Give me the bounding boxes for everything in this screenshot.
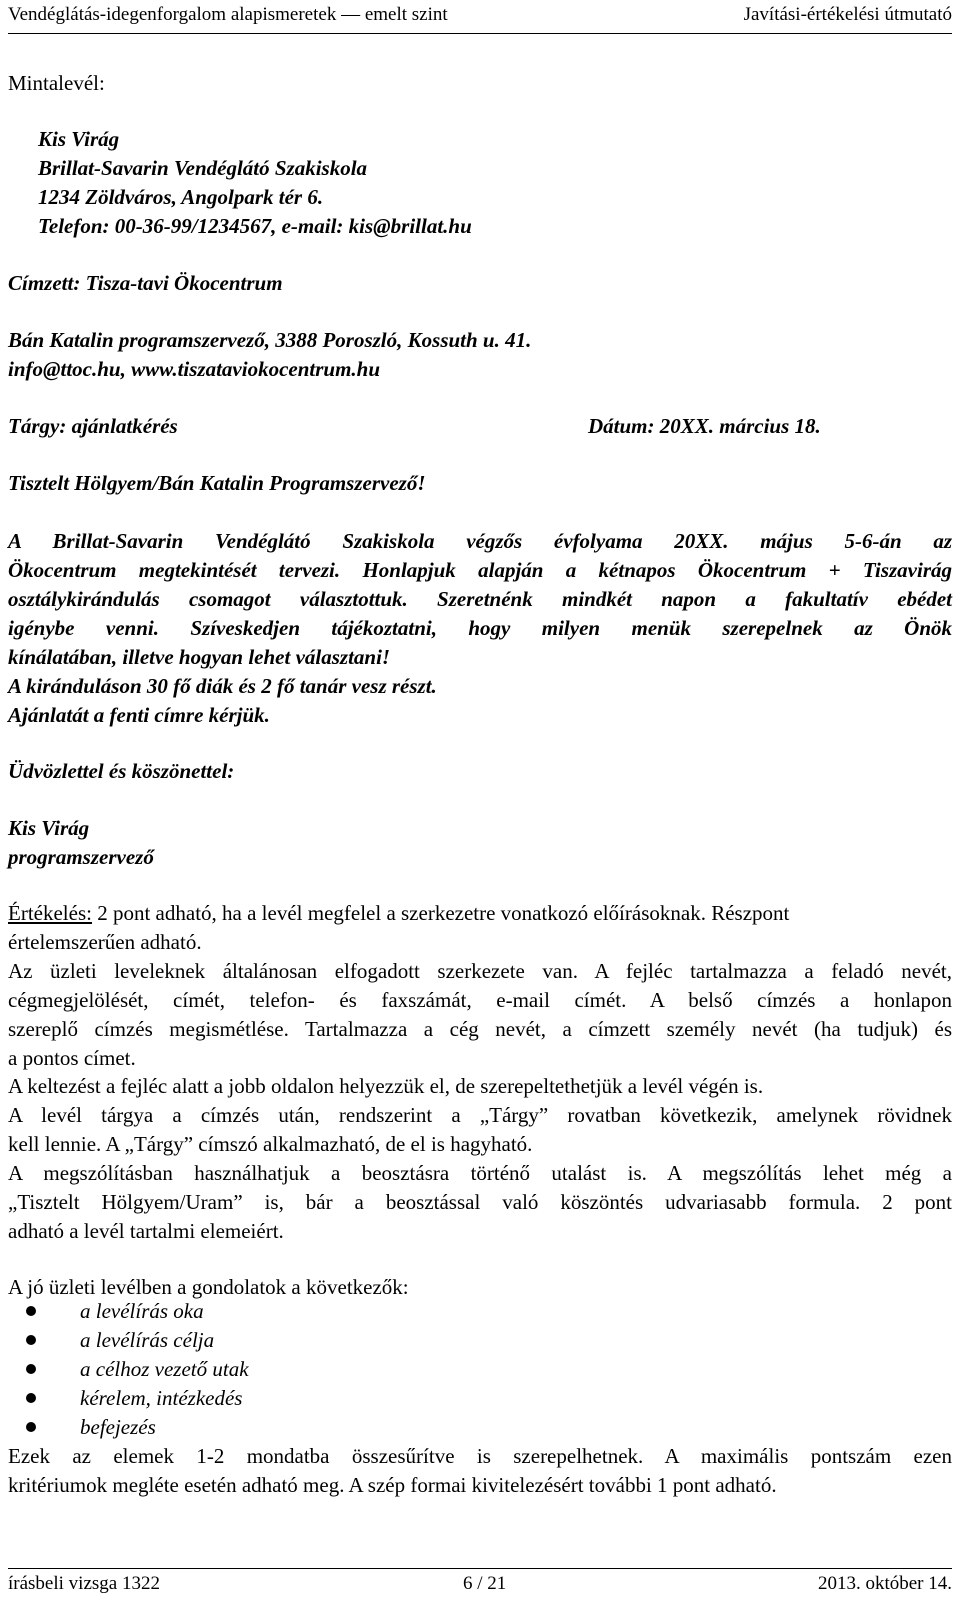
evaluation-first-line	[8, 900, 789, 926]
bullet-icon	[26, 1364, 36, 1374]
bullet-icon	[26, 1422, 36, 1432]
sender-name: Kis Virág	[38, 127, 120, 151]
header-left: Vendéglátás-idegenforgalom alapismeretek — emelt szint	[8, 4, 448, 25]
page-header	[8, 4, 952, 32]
evaluation-line: A megszólításban használhatjuk a beosztásra történő utalást is. A megszólítás lehet még a	[8, 1161, 952, 1185]
evaluation-line: a pontos címet.	[8, 1046, 136, 1070]
bullet-icon	[26, 1335, 36, 1345]
list-item: a levélírás célja	[80, 1328, 215, 1352]
footer-left: írásbeli vizsga 1322	[8, 1573, 160, 1594]
body-line: Ajánlatát a fenti címre kérjük.	[8, 703, 270, 727]
header-rule	[8, 33, 952, 34]
footer-rule	[8, 1568, 952, 1569]
bullet-icon	[26, 1393, 36, 1403]
elements-intro: A jó üzleti levélben a gondolatok a következők:	[8, 1275, 409, 1299]
evaluation-line: A levél tárgya a címzés után, rendszerint a „Tárgy” rovatban következik, amelynek rövidnek	[8, 1103, 952, 1127]
closing: Üdvözlettel és köszönettel:	[8, 759, 235, 783]
final-line: Ezek az elemek 1-2 mondatba összesűrítve is szerepelhetnek. A maximális pontszám ezen	[8, 1444, 952, 1468]
evaluation-line: értelemszerűen adható.	[8, 930, 202, 954]
evaluation-label: Értékelés:	[8, 901, 92, 925]
salutation: Tisztelt Hölgyem/Bán Katalin Programszervező!	[8, 471, 426, 495]
evaluation-text: 2 pont adható, ha a levél megfelel a szerkezetre vonatkozó előírásoknak. Részpont	[91, 901, 790, 925]
sender-contact: Telefon: 00-36-99/1234567, e-mail: kis@brillat.hu	[38, 214, 472, 238]
evaluation-line: szereplő címzés megismétlése. Tartalmazza a cég nevét, a címzett személy nevét (ha tudjuk) és	[8, 1017, 952, 1041]
evaluation-line: adható a levél tartalmi elemeiért.	[8, 1219, 284, 1243]
body-line: A Brillat-Savarin Vendéglátó Szakiskola végzős évfolyama 20XX. május 5-6-án az	[8, 529, 952, 553]
evaluation-line: Az üzleti leveleknek általánosan elfogadott szerkezete van. A fejléc tartalmazza a feladó nevét,	[8, 959, 952, 983]
body-line: osztálykirándulás csomagot választottuk. Szeretnénk mindkét napon a fakultatív ebédet	[8, 587, 952, 611]
signature-name: Kis Virág	[8, 816, 90, 840]
date-line: Dátum: 20XX. március 18.	[588, 414, 821, 438]
recipient-line1: Címzett: Tisza-tavi Ökocentrum	[8, 271, 283, 295]
body-line: A kiránduláson 30 fő diák és 2 fő tanár vesz részt.	[8, 674, 437, 698]
signature-title: programszervező	[8, 845, 154, 869]
body-line: igénybe venni. Szíveskedjen tájékoztatni, hogy milyen menük szerepelnek az Önök	[8, 616, 952, 640]
footer-date: 2013. október 14.	[817, 1573, 952, 1594]
sender-org: Brillat-Savarin Vendéglátó Szakiskola	[38, 156, 368, 180]
evaluation-line: „Tisztelt Hölgyem/Uram” is, bár a beosztással való köszöntés udvariasabb formula. 2 pont	[8, 1190, 952, 1214]
list-item: kérelem, intézkedés	[80, 1386, 243, 1410]
body-line: kínálatában, illetve hogyan lehet választani!	[8, 645, 391, 669]
bullet-icon	[26, 1306, 36, 1316]
list-item: befejezés	[80, 1415, 156, 1439]
list-item: a levélírás oka	[80, 1299, 204, 1323]
final-line: kritériumok megléte esetén adható meg. A szép formai kivitelezésért további 1 pont adható.	[8, 1473, 777, 1497]
sample-letter-label: Mintalevél:	[8, 71, 105, 95]
header-right: Javítási-értékelési útmutató	[743, 4, 952, 25]
list-item: a célhoz vezető utak	[80, 1357, 249, 1381]
evaluation-line: kell lennie. A „Tárgy” címszó alkalmazható, de el is hagyható.	[8, 1132, 533, 1156]
recipient-line3: info@ttoc.hu, www.tiszataviokocentrum.hu	[8, 357, 381, 381]
sender-address: 1234 Zöldváros, Angolpark tér 6.	[38, 185, 324, 209]
body-line: Ökocentrum megtekintését tervezi. Honlapjuk alapján a kétnapos Ökocentrum + Tiszavirág	[8, 558, 952, 582]
page-number: 6 / 21	[463, 1573, 507, 1594]
recipient-line2: Bán Katalin programszervező, 3388 Poroszló, Kossuth u. 41.	[8, 328, 532, 352]
subject-line: Tárgy: ajánlatkérés	[8, 414, 178, 438]
evaluation-line: A keltezést a fejléc alatt a jobb oldalon helyezzük el, de szerepeltethetjük a levél végén is.	[8, 1074, 764, 1098]
evaluation-line: cégmegjelölését, címét, telefon- és faxszámát, e-mail címét. A belső címzés a honlapon	[8, 988, 952, 1012]
